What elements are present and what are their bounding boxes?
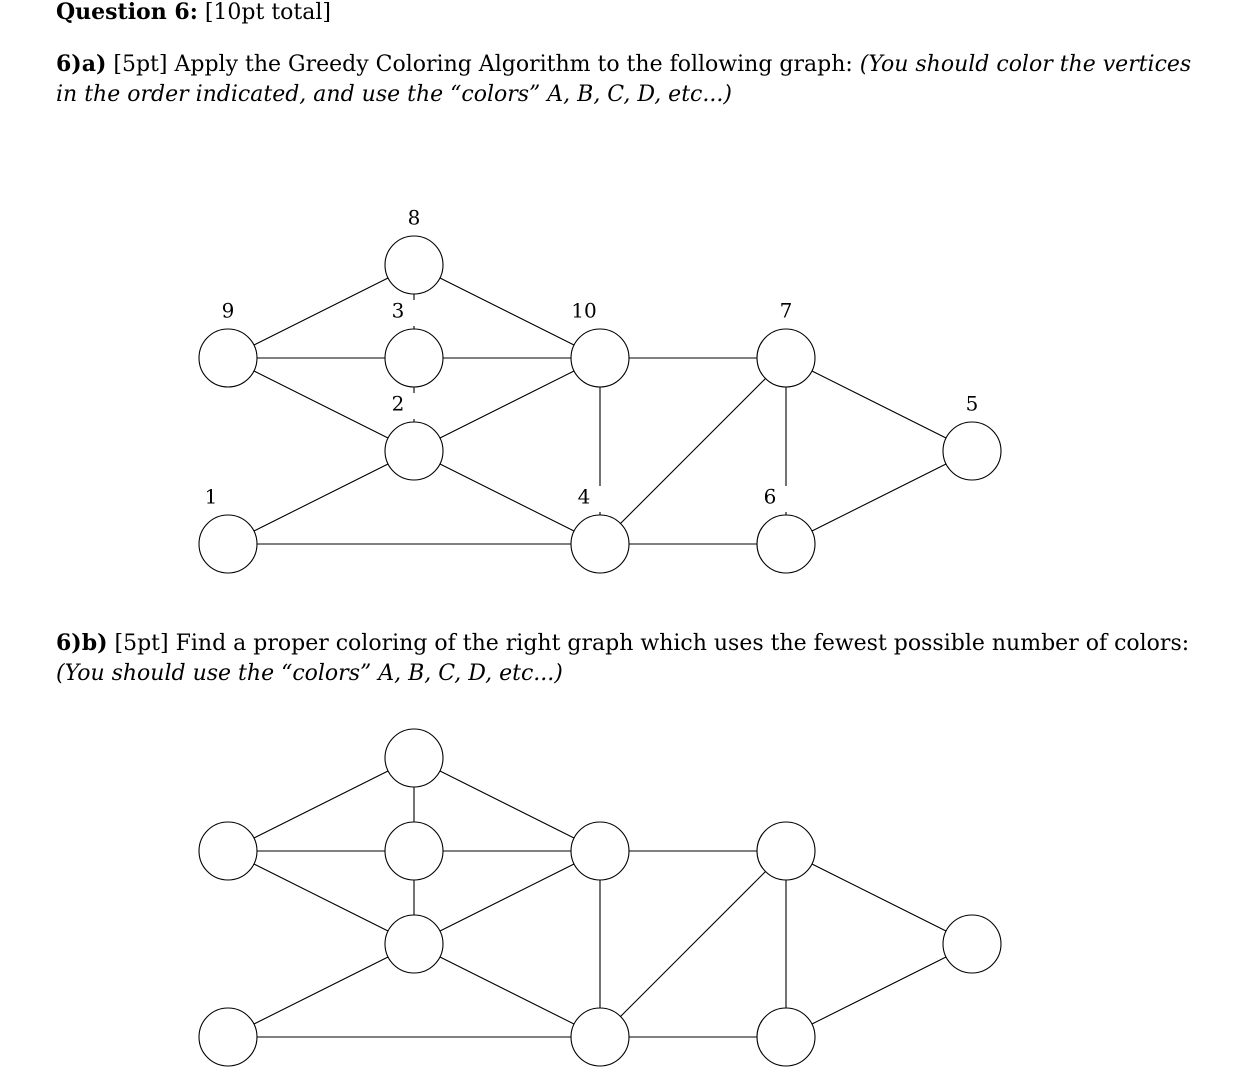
part-a-note-1: (You should color the vertices	[859, 52, 1192, 77]
vertex-b-top	[385, 729, 443, 787]
label-mask-2	[404, 393, 424, 419]
edge-b-center-lower-mid-lower	[414, 944, 600, 1037]
graph-b-edges	[228, 758, 972, 1037]
vertex-label-6: 6	[763, 484, 777, 509]
vertex-label-7: 7	[779, 298, 793, 323]
vertex-9	[199, 329, 257, 387]
vertex-4	[571, 515, 629, 573]
vertex-b-right-lower	[757, 1008, 815, 1066]
vertex-label-10: 10	[571, 298, 597, 323]
vertex-label-3: 3	[391, 298, 405, 323]
edge-2-1	[228, 451, 414, 544]
graph-a	[199, 206, 1001, 574]
vertex-b-right-upper	[757, 822, 815, 880]
part-b-note: (You should use the “colors” A, B, C, D, etc...)	[56, 661, 563, 686]
edge-b-right-upper-far-right	[786, 851, 972, 944]
vertex-6	[757, 515, 815, 573]
part-a-points: [5pt]	[113, 52, 168, 77]
edge-b-left-upper-center-lower	[228, 851, 414, 944]
edge-9-8	[228, 265, 414, 358]
vertex-label-5: 5	[965, 391, 979, 416]
vertex-8	[385, 236, 443, 294]
edge-b-top-mid-upper	[414, 758, 600, 851]
edge-9-2	[228, 358, 414, 451]
vertex-b-left-lower	[199, 1008, 257, 1066]
edge-2-10	[414, 358, 600, 451]
edge-b-center-lower-left-lower	[228, 944, 414, 1037]
label-mask-3	[404, 300, 424, 326]
vertex-label-4: 4	[577, 484, 591, 509]
vertex-3	[385, 329, 443, 387]
vertex-5	[943, 422, 1001, 480]
edge-b-left-upper-top	[228, 758, 414, 851]
question-title-points: [10pt total]	[204, 0, 331, 25]
graph-b	[199, 729, 1001, 1066]
edge-4-7	[600, 358, 786, 544]
part-b-label: 6)b)	[56, 630, 108, 656]
edge-6-5	[786, 451, 972, 544]
edge-7-5	[786, 358, 972, 451]
edge-2-4	[414, 451, 600, 544]
vertex-b-center-lower	[385, 915, 443, 973]
vertex-label-2: 2	[391, 391, 405, 416]
label-mask-4	[590, 486, 610, 512]
vertex-7	[757, 329, 815, 387]
vertex-label-1: 1	[204, 484, 218, 509]
part-a-text: Apply the Greedy Coloring Algorithm to the following graph:	[174, 52, 853, 77]
edge-b-right-lower-far-right	[786, 944, 972, 1037]
vertex-2	[385, 422, 443, 480]
vertex-label-8: 8	[407, 205, 421, 230]
vertex-1	[199, 515, 257, 573]
part-b-points: [5pt]	[114, 631, 169, 656]
question-title-bold: Question 6:	[56, 0, 198, 25]
vertex-label-9: 9	[221, 298, 235, 323]
label-mask-6	[776, 486, 796, 512]
vertex-b-left-upper	[199, 822, 257, 880]
part-a-note-2: in the order indicated, and use the “colors” A, B, C, D, etc...)	[56, 82, 732, 107]
edge-b-mid-lower-right-upper	[600, 851, 786, 1037]
edge-b-center-lower-mid-upper	[414, 851, 600, 944]
part-b-text: Find a proper coloring of the right graph which uses the fewest possible number of colors:	[175, 631, 1190, 656]
part-a-label: 6)a)	[56, 51, 107, 77]
vertex-b-mid-upper	[571, 822, 629, 880]
vertex-10	[571, 329, 629, 387]
vertex-b-mid-lower	[571, 1008, 629, 1066]
vertex-b-center-upper	[385, 822, 443, 880]
vertex-b-far-right	[943, 915, 1001, 973]
